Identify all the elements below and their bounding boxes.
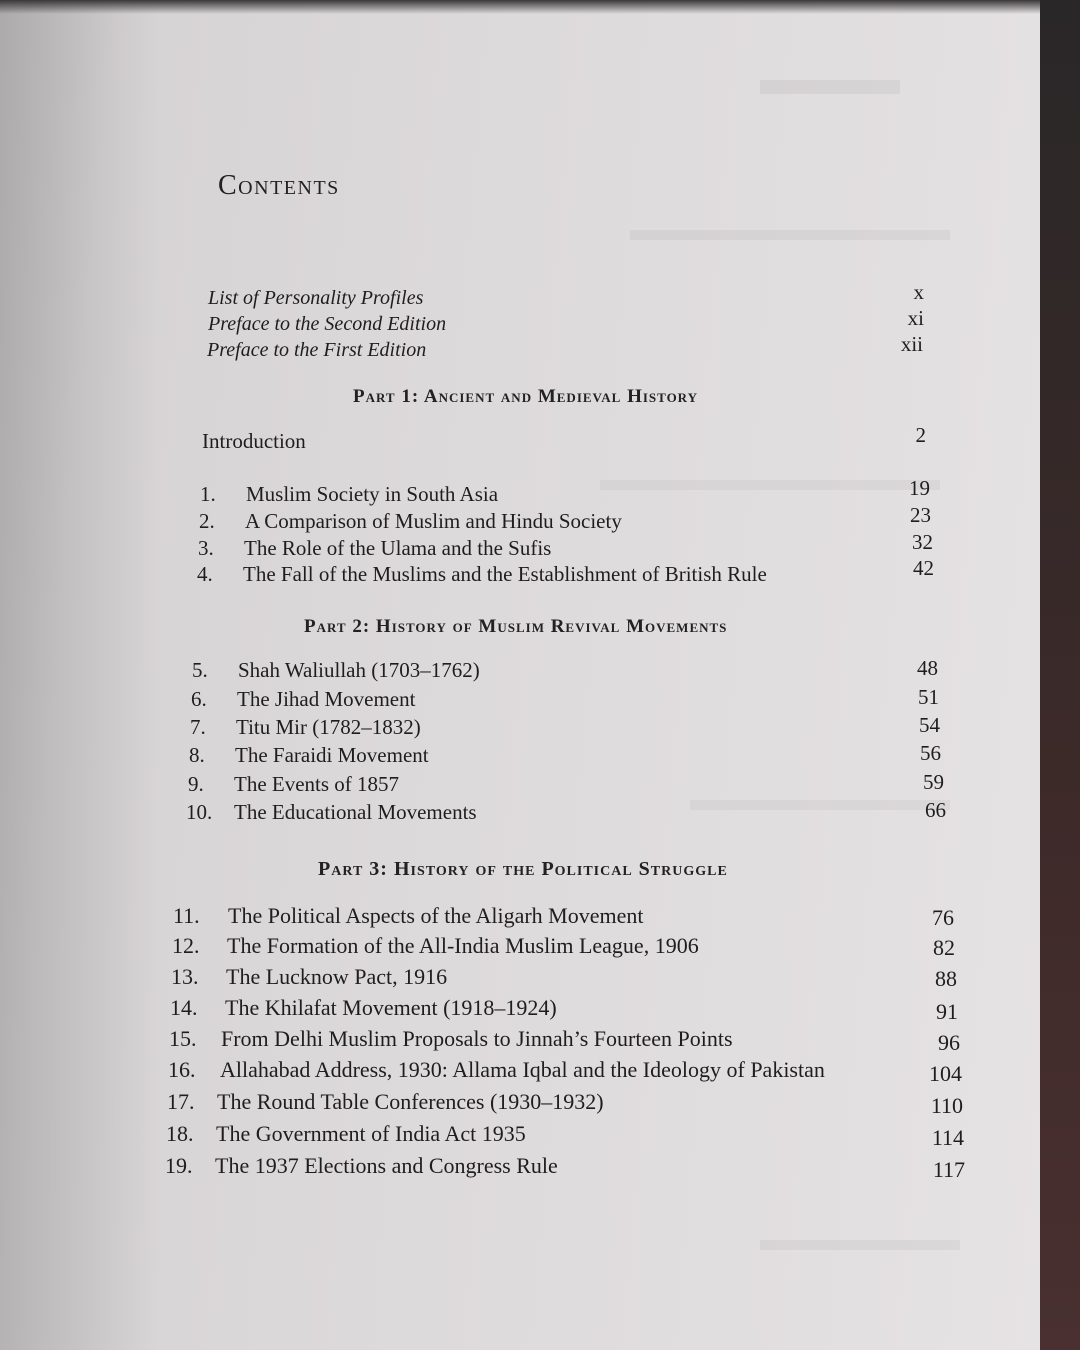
- chapter-page: 23: [910, 503, 931, 527]
- chapter-title: The Round Table Conferences (1930–1932): [217, 1089, 604, 1114]
- part-heading: Part 1: Ancient and Medieval History: [353, 386, 699, 407]
- chapter-number: 10.: [186, 800, 213, 824]
- toc-row: [186, 798, 946, 826]
- page-title: Contents: [218, 170, 340, 201]
- chapter-page: 96: [938, 1030, 960, 1055]
- toc-row: [190, 713, 940, 741]
- toc-row: [189, 741, 941, 769]
- chapter-number: 1.: [200, 482, 216, 506]
- chapter-title: Muslim Society in South Asia: [246, 482, 499, 506]
- chapter-page: 82: [933, 935, 955, 960]
- chapter-number: 18.: [166, 1121, 194, 1146]
- chapter-title: Titu Mir (1782–1832): [236, 715, 421, 739]
- background-edge: [1040, 0, 1080, 1350]
- front-matter-title: Preface to the Second Edition: [208, 313, 447, 335]
- toc-row: [199, 503, 931, 535]
- chapter-page: 48: [917, 656, 938, 680]
- chapter-page: 59: [923, 770, 944, 794]
- chapter-title: The Lucknow Pact, 1916: [226, 964, 448, 989]
- chapter-page: 54: [919, 713, 940, 737]
- chapter-number: 15.: [169, 1026, 197, 1051]
- front-matter-row: [207, 332, 923, 364]
- front-matter-title: Preface to the First Edition: [207, 339, 427, 361]
- chapter-number: 19.: [165, 1153, 193, 1178]
- chapter-page: 104: [929, 1061, 962, 1086]
- chapter-number: 14.: [170, 995, 198, 1020]
- chapter-number: 2.: [199, 509, 215, 533]
- toc-row: [167, 1088, 963, 1116]
- chapter-number: 5.: [192, 658, 208, 682]
- front-matter-page: xi: [907, 306, 924, 330]
- chapter-title: Introduction: [202, 429, 306, 453]
- front-matter-row: [208, 280, 924, 312]
- toc-row: [198, 530, 933, 562]
- toc-row-introduction: [202, 423, 926, 455]
- chapter-page: 88: [935, 966, 957, 991]
- chapter-title: The Political Aspects of the Aligarh Movement: [228, 903, 644, 928]
- chapter-page: 2: [915, 423, 926, 447]
- toc-row: [171, 963, 957, 991]
- chapter-title: The 1937 Elections and Congress Rule: [215, 1153, 558, 1178]
- front-matter-page: x: [913, 280, 924, 304]
- chapter-page: 114: [931, 1125, 964, 1150]
- toc-row: [169, 1025, 960, 1053]
- toc-row: [172, 932, 955, 960]
- chapter-page: 51: [918, 685, 939, 709]
- chapter-number: 4.: [197, 562, 213, 586]
- chapter-page: 32: [912, 530, 933, 554]
- chapter-title: The Jihad Movement: [237, 687, 416, 711]
- chapter-number: 6.: [191, 687, 207, 711]
- toc-row: [173, 902, 954, 930]
- chapter-title: The Formation of the All-India Muslim League, 1906: [227, 933, 699, 958]
- chapter-page: 110: [930, 1093, 963, 1118]
- toc-row: [188, 770, 944, 798]
- chapter-title: The Khilafat Movement (1918–1924): [225, 995, 557, 1020]
- chapter-number: 9.: [188, 772, 204, 796]
- front-matter-title: List of Personality Profiles: [208, 287, 424, 309]
- chapter-number: 17.: [167, 1089, 195, 1114]
- toc-row: [168, 1056, 962, 1084]
- part-heading: Part 2: History of Muslim Revival Movements: [304, 616, 728, 637]
- chapter-title: Allahabad Address, 1930: Allama Iqbal and the Ideology of Pakistan: [220, 1057, 825, 1082]
- chapter-page: 76: [932, 905, 954, 930]
- chapter-title: The Government of India Act 1935: [216, 1121, 526, 1146]
- toc-row: [165, 1152, 965, 1180]
- chapter-page: 42: [913, 556, 934, 580]
- chapter-page: 66: [925, 798, 946, 822]
- front-matter-row: [208, 306, 924, 338]
- chapter-page: 91: [936, 999, 958, 1024]
- chapter-number: 16.: [168, 1057, 196, 1082]
- chapter-title: From Delhi Muslim Proposals to Jinnah’s Fourteen Points: [221, 1026, 733, 1051]
- chapter-page: 19: [909, 476, 930, 500]
- toc-row: [197, 556, 934, 588]
- toc-row: [191, 685, 939, 713]
- toc-row: [170, 994, 958, 1022]
- chapter-title: The Fall of the Muslims and the Establishment of British Rule: [243, 562, 767, 586]
- toc-row: [166, 1120, 964, 1148]
- chapter-number: 8.: [189, 743, 205, 767]
- chapter-title: The Faraidi Movement: [235, 743, 429, 767]
- chapter-title: The Role of the Ulama and the Sufis: [244, 536, 552, 560]
- chapter-title: The Events of 1857: [234, 772, 400, 796]
- chapter-title: Shah Waliullah (1703–1762): [238, 658, 480, 682]
- chapter-page: 117: [932, 1157, 965, 1182]
- toc-row: [192, 656, 938, 684]
- chapter-title: A Comparison of Muslim and Hindu Society: [245, 509, 622, 533]
- chapter-number: 11.: [173, 903, 200, 928]
- chapter-number: 3.: [198, 536, 214, 560]
- toc-row: [200, 476, 930, 508]
- chapter-title: The Educational Movements: [234, 800, 477, 824]
- chapter-number: 12.: [172, 933, 200, 958]
- front-matter-page: xii: [900, 332, 923, 356]
- part-heading: Part 3: History of the Political Struggle: [318, 858, 728, 880]
- chapter-number: 7.: [190, 715, 206, 739]
- chapter-number: 13.: [171, 964, 199, 989]
- chapter-page: 56: [920, 741, 941, 765]
